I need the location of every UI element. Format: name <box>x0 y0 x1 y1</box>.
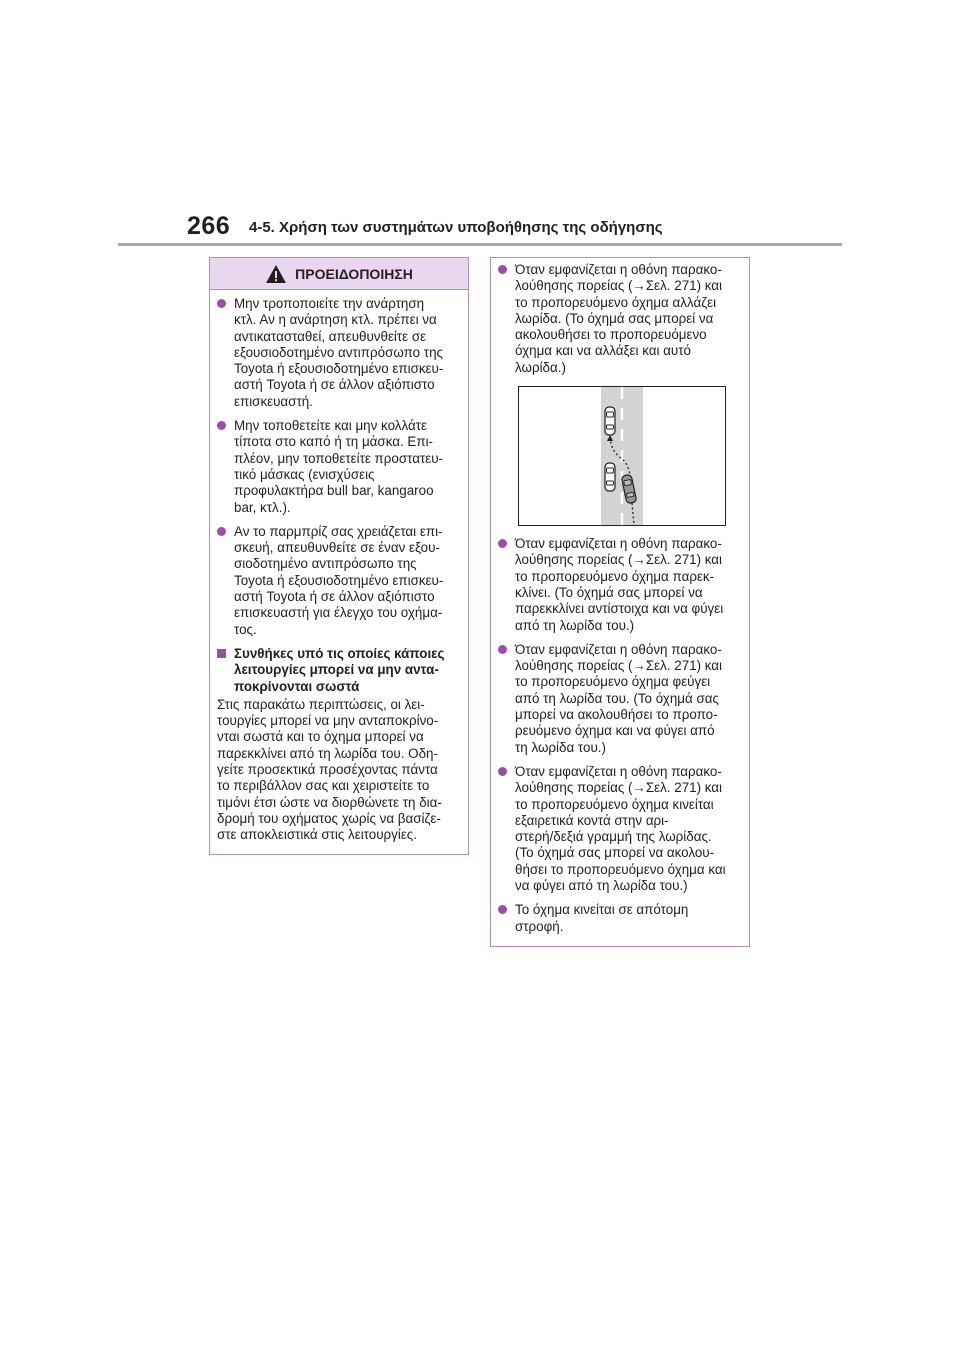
text-line: στερή/δεξιά γραμμή της λωρίδας. <box>515 829 712 845</box>
text-line: εξαιρετικά κοντά στην αρι- <box>515 812 669 828</box>
text-line: Toyota ή εξουσιοδοτημένο επισκευ- <box>234 572 444 588</box>
bullet-icon <box>217 421 226 430</box>
header-rule <box>118 243 842 246</box>
warning-box <box>209 257 469 855</box>
text-line: εξουσιοδοτημένο αντιπρόσωπο της <box>234 344 443 360</box>
text-line: παρεκκλίνει από τη λωρίδα του. Οδη- <box>217 745 438 761</box>
text-line: θήσει το προπορευόμενο όχημα και <box>515 861 726 877</box>
text-line: κλίνει. (Το όχημά σας μπορεί να <box>515 584 703 600</box>
text-line: λούθησης πορείας (→Σελ. 271) και <box>515 658 723 674</box>
text-line: το προπορευόμενο όχημα κινείται <box>515 796 714 812</box>
text-line: από τη λωρίδα του. (Το όχημά σας <box>515 690 719 706</box>
text-line: τη λωρίδα του.) <box>515 739 606 755</box>
text-line: από τη λωρίδα του.) <box>515 617 635 633</box>
text-line: λειτουργίες μπορεί να μην αντα- <box>234 662 439 678</box>
text-line: τικό μάσκας (ενισχύσεις <box>234 466 375 482</box>
bullet-icon <box>217 527 226 536</box>
text-line: Συνθήκες υπό τις οποίες κάποιες <box>234 645 445 661</box>
text-line: σιοδοτημένο αντιπρόσωπο της <box>234 556 417 572</box>
text-line: κτλ. Αν η ανάρτηση κτλ. πρέπει να <box>234 312 437 328</box>
lane-change-diagram <box>518 386 726 526</box>
bullet-icon <box>498 265 507 274</box>
text-line: Όταν εμφανίζεται η οθόνη παρακο- <box>515 763 722 779</box>
text-line: bar, κτλ.). <box>234 499 291 515</box>
text-line: αστή Toyota ή σε άλλον αξιόπιστο <box>234 589 435 605</box>
text-line: Όταν εμφανίζεται η οθόνη παρακο- <box>515 641 722 657</box>
warning-item <box>217 524 462 638</box>
section-title: 4-5. Χρήση των συστημάτων υποβοήθησης της οδήγησης <box>249 219 663 236</box>
text-line: το περιβάλλον σας και χειριστείτε το <box>217 778 430 794</box>
text-line: το προπορευόμενο όχημα αλλάζει <box>515 294 717 310</box>
condition-item <box>498 764 743 894</box>
text-line: Αν το παρμπρίζ σας χρειάζεται επι- <box>234 523 443 539</box>
text-line: πλέον, μην τοποθετείτε προστατευ- <box>234 450 443 466</box>
text-line: μπορεί να ακολουθήσει το προπο- <box>515 707 718 723</box>
conditions-paragraph <box>217 697 462 844</box>
conditions-continued-box <box>490 257 750 947</box>
text-line: τιμόνι έτσι ώστε να διορθώνετε τη δια- <box>217 794 442 810</box>
bullet-icon <box>498 905 507 914</box>
text-line: τουργίες μπορεί να μην ανταποκρίνο- <box>217 713 439 729</box>
preceding-vehicle-icon <box>605 407 615 435</box>
text-line: επισκευαστή για έλεγχο του οχήμα- <box>234 605 443 621</box>
warning-item <box>217 296 462 410</box>
warning-title: ΠΡΟΕΙΔΟΠΟΙΗΣΗ <box>295 265 413 282</box>
text-line: ακολουθήσει το προπορευόμενο <box>515 327 707 343</box>
text-line: λούθησης πορείας (→Σελ. 271) και <box>515 780 723 796</box>
text-line: (Το όχημά σας μπορεί να ακολου- <box>515 845 715 861</box>
text-line: να φύγει από τη λωρίδα του.) <box>515 878 688 894</box>
text-line: παρεκκλίνει αντίστοιχα και να φύγει <box>515 601 724 617</box>
text-line: Όταν εμφανίζεται η οθόνη παρακο- <box>515 536 722 552</box>
text-line: Στις παρακάτω περιπτώσεις, οι λει- <box>217 696 425 712</box>
warning-triangle-icon <box>265 264 287 284</box>
text-line: Μην τροποποιείτε την ανάρτηση <box>234 296 425 311</box>
bullet-icon <box>217 299 226 308</box>
condition-item <box>498 642 743 756</box>
square-bullet-icon <box>217 649 226 658</box>
condition-item <box>498 902 743 935</box>
text-line: ρευόμενο όχημα και να φύγει από <box>515 723 715 739</box>
text-line: λωρίδα. (Το όχημά σας μπορεί να <box>515 310 714 326</box>
text-line: νται σωστά και το όχημα μπορεί να <box>217 729 424 745</box>
bullet-icon <box>498 767 507 776</box>
text-line: στροφή. <box>515 918 564 934</box>
text-line: Μην τοποθετείτε και μην κολλάτε <box>234 418 427 434</box>
text-line: λούθησης πορείας (→Σελ. 271) και <box>515 278 723 294</box>
own-vehicle-icon <box>605 463 615 491</box>
text-line: τίποτα στο καπό ή τη μάσκα. Επι- <box>234 434 434 450</box>
conditions-heading <box>217 646 462 695</box>
warning-item <box>217 418 462 516</box>
bullet-icon <box>498 645 507 654</box>
text-line: αστή Toyota ή σε άλλον αξιόπιστο <box>234 377 435 393</box>
text-line: αντικατασταθεί, απευθυνθείτε σε <box>234 328 427 344</box>
text-line: σκευή, απευθυνθείτε σε έναν εξου- <box>234 540 440 556</box>
text-line: το προπορευόμενο όχημα παρεκ- <box>515 568 715 584</box>
text-line: Toyota ή εξουσιοδοτημένο επισκευ- <box>234 361 444 377</box>
text-line: όχημα και να αλλάξει και αυτό <box>515 343 691 359</box>
text-line: στε αποκλειστικά στις λειτουργίες. <box>217 827 417 843</box>
text-line: επισκευαστή. <box>234 393 313 409</box>
text-line: Όταν εμφανίζεται η οθόνη παρακο- <box>515 262 722 277</box>
page-number: 266 <box>187 212 231 240</box>
text-line: ποκρίνονται σωστά <box>234 678 360 694</box>
text-line: Το όχημα κινείται σε απότομη <box>515 902 689 918</box>
bullet-icon <box>498 539 507 548</box>
condition-item <box>498 262 743 376</box>
text-line: τος. <box>234 621 257 637</box>
condition-item <box>498 536 743 634</box>
text-line: γείτε προσεκτικά προσέχοντας πάντα <box>217 762 438 778</box>
text-line: το προπορευόμενο όχημα φεύγει <box>515 674 711 690</box>
text-line: προφυλακτήρα bull bar, kangaroo <box>234 483 434 499</box>
text-line: δρομή του οχήματος χωρίς να βασίζε- <box>217 810 441 826</box>
text-line: λωρίδα.) <box>515 359 566 375</box>
text-line: λούθησης πορείας (→Σελ. 271) και <box>515 552 723 568</box>
warning-header <box>210 258 468 290</box>
